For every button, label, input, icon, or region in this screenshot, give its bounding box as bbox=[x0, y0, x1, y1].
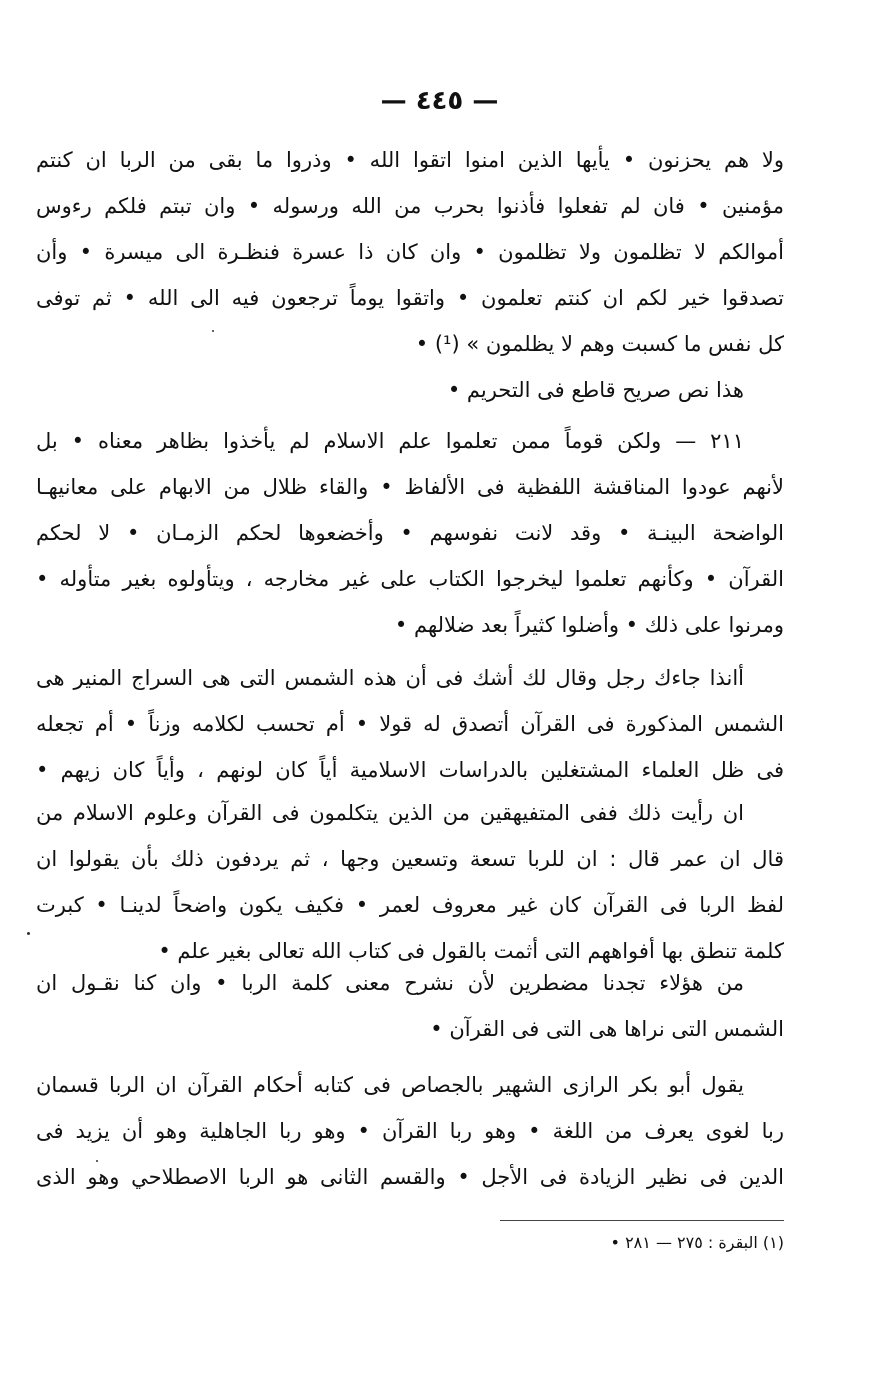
paragraph-section-211 bbox=[36, 418, 784, 648]
text-line: كلمة تنطق بها أفواههم التى أثمت بالقول فى كتاب الله تعالى بغير علم • bbox=[158, 939, 784, 963]
paragraph-jassas bbox=[36, 1062, 784, 1200]
text-line: قال ان عمر قال : ان للربا تسعة وتسعين وجها ، ثم يردفون ذلك بأن يقولوا ان bbox=[36, 847, 784, 871]
text-line: ولا هم يحزنون • يأيها الذين امنوا اتقوا الله • وذروا ما بقى من الربا ان كنتم bbox=[36, 148, 784, 172]
text-line: كل نفس ما كسبت وهم لا يظلمون » (¹) • bbox=[415, 332, 784, 356]
text-line: الدين فى نظير الزيادة فى الأجل • والقسم الثانى هو الربا الاصطلاحي وهو الذى bbox=[36, 1165, 784, 1189]
text-line: القرآن • وكأنهم تعلموا ليخرجوا الكتاب على غير مخارجه ، ويتأولوه بغير متأوله • bbox=[36, 567, 784, 591]
text-line: لأنهم عودوا المناقشة اللفظية فى الألفاظ • والقاء ظلال من الابهام على معانيهـا bbox=[36, 475, 784, 499]
paragraph-verse bbox=[36, 137, 784, 413]
scan-speck bbox=[27, 932, 30, 935]
paragraph-sun-analogy bbox=[36, 655, 784, 793]
text-line: الشمس التى نراها هى التى فى القرآن • bbox=[430, 1017, 784, 1041]
text-line: مؤمنين • فان لم تفعلوا فأذنوا بحرب من الله ورسوله • وان تبتم فلكم رءوس bbox=[36, 194, 784, 218]
text-line: ربا لغوى يعرف من اللغة • وهو ربا القرآن • وهو ربا الجاهلية وهو أن يزيد فى bbox=[36, 1119, 784, 1143]
text-line: هذا نص صريح قاطع فى التحريم • bbox=[447, 378, 744, 402]
footnote-divider bbox=[500, 1220, 784, 1221]
text-line: أموالكم لا تظلمون ولا تظلمون • وان كان ذا عسرة فنظـرة الى ميسرة • وأن bbox=[36, 240, 784, 264]
text-line: فى ظل العلماء المشتغلين بالدراسات الاسلامية أياً كان لونهم ، وأياً كان زيهم • bbox=[36, 758, 784, 782]
text-line: من هؤلاء تجدنا مضطرين لأن نشرح معنى كلمة الربا • وان كنا نقـول ان bbox=[36, 971, 744, 995]
text-line: ان رأيت ذلك ففى المتفيهقين من الذين يتكلمون فى القرآن وعلوم الاسلام من bbox=[36, 801, 744, 825]
scan-speck bbox=[212, 330, 214, 332]
paragraph-explain-riba bbox=[36, 960, 784, 1052]
text-line: ومرنوا على ذلك • وأضلوا كثيراً بعد ضلالهم • bbox=[394, 613, 784, 637]
footnote: (١) البقرة : ٢٧٥ — ٢٨١ • bbox=[610, 1233, 784, 1252]
text-line: ٢١١ — ولكن قوماً ممن تعلموا علم الاسلام لم يأخذوا بظاهر معناه • بل bbox=[36, 429, 744, 453]
page-number: — ٤٤٥ — bbox=[380, 86, 499, 116]
text-line: لفظ الربا فى القرآن كان غير معروف لعمر • فكيف يكون واضحاً لدينـا • كبرت bbox=[36, 893, 784, 917]
text-line: تصدقوا خير لكم ان كنتم تعلمون • واتقوا يوماً ترجعون فيه الى الله • ثم توفى bbox=[36, 286, 784, 310]
paragraph-pretenders bbox=[36, 790, 784, 974]
scan-speck bbox=[96, 1160, 98, 1162]
text-line: أانذا جاءك رجل وقال لك أشك فى أن هذه الشمس التى هى السراج المنير هى bbox=[36, 666, 744, 690]
text-line: الشمس المذكورة فى القرآن أتصدق له قولا • أم تحسب لكلامه وزناً • أم تجعله bbox=[36, 712, 784, 736]
text-line: الواضحة البينـة • وقد لانت نفوسهم • وأخضعوها لحكم الزمـان • لا لحكم bbox=[36, 521, 784, 545]
text-line: يقول أبو بكر الرازى الشهير بالجصاص فى كتابه أحكام القرآن ان الربا قسمان bbox=[36, 1073, 744, 1097]
